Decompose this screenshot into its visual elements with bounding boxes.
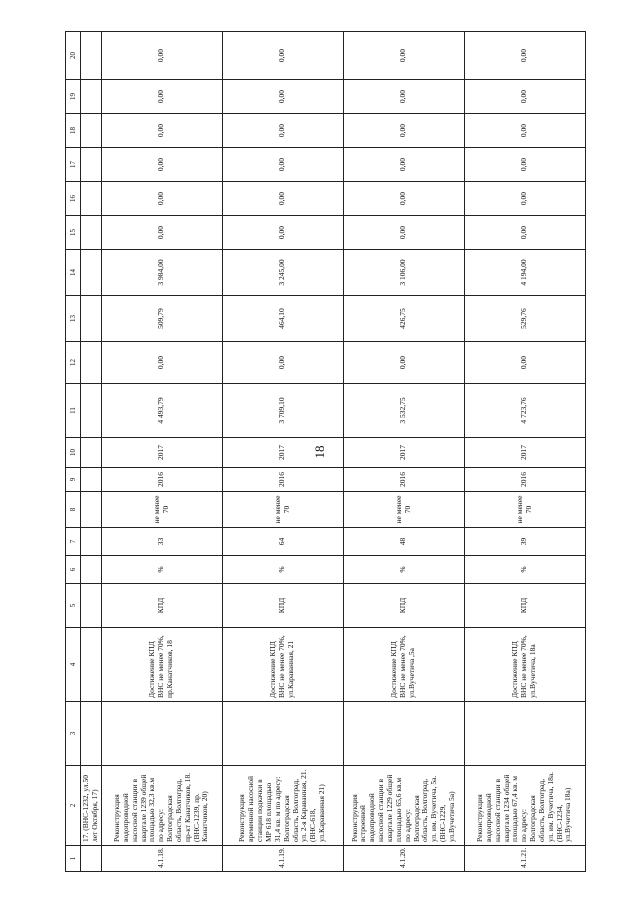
project-name-cell: Реконструкция водопроводной насосной станции в квартале 1234 общей площадью 67,4 кв. м по адресу: Волгоградская область, Волгоград, ул. им. Вучетича, 18а. (ВНС-1234, ул.Вучетича 18а) [464,766,585,846]
column-number-header: 13 [66,296,81,342]
column-number-header: 4 [66,628,81,702]
value-cell: 0,00 [222,182,343,216]
empty-cell [81,438,102,468]
column-number-header: 5 [66,584,81,628]
value-cell: 0,00 [464,80,585,114]
value-cell: 0,00 [343,32,464,80]
total-cost-cell: 4 723,76 [464,384,585,438]
empty-cell [464,702,585,766]
value-cell: 0,00 [343,114,464,148]
unit-cell: % [343,556,464,584]
value-cell: 0,00 [464,216,585,250]
column-number-header: 12 [66,342,81,384]
empty-cell [81,584,102,628]
column-number-header: 10 [66,438,81,468]
project-name-cell: Реконструкция водопроводной насосной станции в квартале 1239 общей площадью 32,3 кв.м по адресу: Волгоградская область, Волгоград, пр-кт Канатчиков, 18. (ВНС-1239, пр. Канатчиков, 20) [101,766,222,846]
value-cell: 0,00 [101,32,222,80]
empty-cell [81,468,102,492]
start-year-cell: 2016 [464,468,585,492]
column-number-header: 15 [66,216,81,250]
value-cell: 0,00 [101,342,222,384]
start-year-cell: 2016 [101,468,222,492]
value-cell: 0,00 [343,342,464,384]
target-value-cell: не менее 70 [464,492,585,528]
empty-cell [81,296,102,342]
goal-cell: Достижение КПД ВНС не менее 70%, ул.Караванная, 21 [222,628,343,702]
value-cell: 464,10 [222,296,343,342]
empty-cell [81,80,102,114]
indicator-cell: КПД [343,584,464,628]
rotated-table-container [65,32,575,872]
project-name-cell: Реконструкция временной насосной станции подкачки в МР 618 площадью 31,4 кв. м по адресу: Волгоградская область, Волгоград, ул. 2-я Караванная, 21. (ВНС-618, ул.Караванная 21) [222,766,343,846]
empty-cell [81,528,102,556]
value-cell: 0,00 [222,216,343,250]
empty-cell [81,342,102,384]
empty-cell [81,114,102,148]
empty-cell [81,492,102,528]
row-id-cell [81,846,102,872]
end-year-cell: 2017 [464,438,585,468]
column-number-header: 6 [66,556,81,584]
column-number-header: 16 [66,182,81,216]
value-cell: 0,00 [101,148,222,182]
empty-cell [81,556,102,584]
end-year-cell: 2017 [222,438,343,468]
value-cell: 0,00 [222,342,343,384]
empty-cell [343,702,464,766]
start-year-cell: 2016 [343,468,464,492]
value-cell: 0,00 [464,114,585,148]
goal-cell: Достижение КПД ВНС не менее 70%, пр.Канатчиков, 18 [101,628,222,702]
target-value-cell: не менее 70 [101,492,222,528]
current-value-cell: 48 [343,528,464,556]
column-number-header: 2 [66,766,81,846]
value-cell: 0,00 [222,80,343,114]
row-id-cell: 4.1.20. [343,846,464,872]
empty-cell [81,32,102,80]
column-number-header: 17 [66,148,81,182]
value-cell: 0,00 [101,114,222,148]
column-number-header: 20 [66,32,81,80]
value-cell: 3 984,00 [101,250,222,296]
row-id-cell: 4.1.19. [222,846,343,872]
column-number-header: 3 [66,702,81,766]
empty-cell [81,628,102,702]
row-id-cell: 4.1.18. [101,846,222,872]
current-value-cell: 39 [464,528,585,556]
value-cell: 529,76 [464,296,585,342]
total-cost-cell: 3 709,10 [222,384,343,438]
indicator-cell: КПД [101,584,222,628]
value-cell: 0,00 [343,216,464,250]
empty-cell [81,148,102,182]
continued-row [81,32,102,872]
value-cell: 4 194,00 [464,250,585,296]
table-body [66,32,586,872]
column-number-header: 14 [66,250,81,296]
table-row [101,32,222,872]
value-cell: 0,00 [464,148,585,182]
column-number-header: 7 [66,528,81,556]
value-cell: 509,79 [101,296,222,342]
project-name-cell: Реконструкция встроенной водопроводной насосной станции в квартале 1229 общей площадью 65,6 кв.м по адресу: Волгоградская область, Волгоград, ул. им. Вучетича, 5а. (ВНС-1229, ул.Вучетича 5а) [343,766,464,846]
end-year-cell: 2017 [101,438,222,468]
value-cell: 0,00 [464,182,585,216]
value-cell: 0,00 [464,342,585,384]
start-year-cell: 2016 [222,468,343,492]
value-cell: 0,00 [101,80,222,114]
value-cell: 0,00 [101,182,222,216]
table-row [464,32,585,872]
empty-cell [222,702,343,766]
row-id-cell: 4.1.21. [464,846,585,872]
value-cell: 0,00 [101,216,222,250]
column-number-header: 8 [66,492,81,528]
header-row [66,32,81,872]
empty-cell [81,702,102,766]
table-row [343,32,464,872]
empty-cell [101,702,222,766]
goal-cell: Достижение КПД ВНС не менее 70%, ул.Вучетича, 18а [464,628,585,702]
unit-cell: % [464,556,585,584]
value-cell: 0,00 [222,114,343,148]
total-cost-cell: 4 493,79 [101,384,222,438]
value-cell: 426,75 [343,296,464,342]
unit-cell: % [101,556,222,584]
unit-cell: % [222,556,343,584]
table-row [222,32,343,872]
total-cost-cell: 3 532,75 [343,384,464,438]
value-cell: 0,00 [464,32,585,80]
investment-program-table [65,31,586,872]
current-value-cell: 64 [222,528,343,556]
current-value-cell: 33 [101,528,222,556]
value-cell: 0,00 [222,148,343,182]
target-value-cell: не менее 70 [222,492,343,528]
goal-cell: Достижение КПД ВНС не менее 70%, ул.Вучетича ,5а [343,628,464,702]
value-cell: 0,00 [343,80,464,114]
column-number-header: 11 [66,384,81,438]
indicator-cell: КПД [222,584,343,628]
end-year-cell: 2017 [343,438,464,468]
continued-name-cell: 17. (ВНС-1232, ул.50 лет Октября, 17) [81,766,102,846]
indicator-cell: КПД [464,584,585,628]
target-value-cell: не менее 70 [343,492,464,528]
empty-cell [81,384,102,438]
empty-cell [81,216,102,250]
value-cell: 0,00 [222,32,343,80]
value-cell: 0,00 [343,182,464,216]
empty-cell [81,250,102,296]
value-cell: 0,00 [343,148,464,182]
column-number-header: 9 [66,468,81,492]
empty-cell [81,182,102,216]
page-number: 18 [312,445,327,459]
column-number-header: 19 [66,80,81,114]
value-cell: 3 245,00 [222,250,343,296]
column-number-header: 18 [66,114,81,148]
value-cell: 3 106,00 [343,250,464,296]
column-number-header: 1 [66,846,81,872]
